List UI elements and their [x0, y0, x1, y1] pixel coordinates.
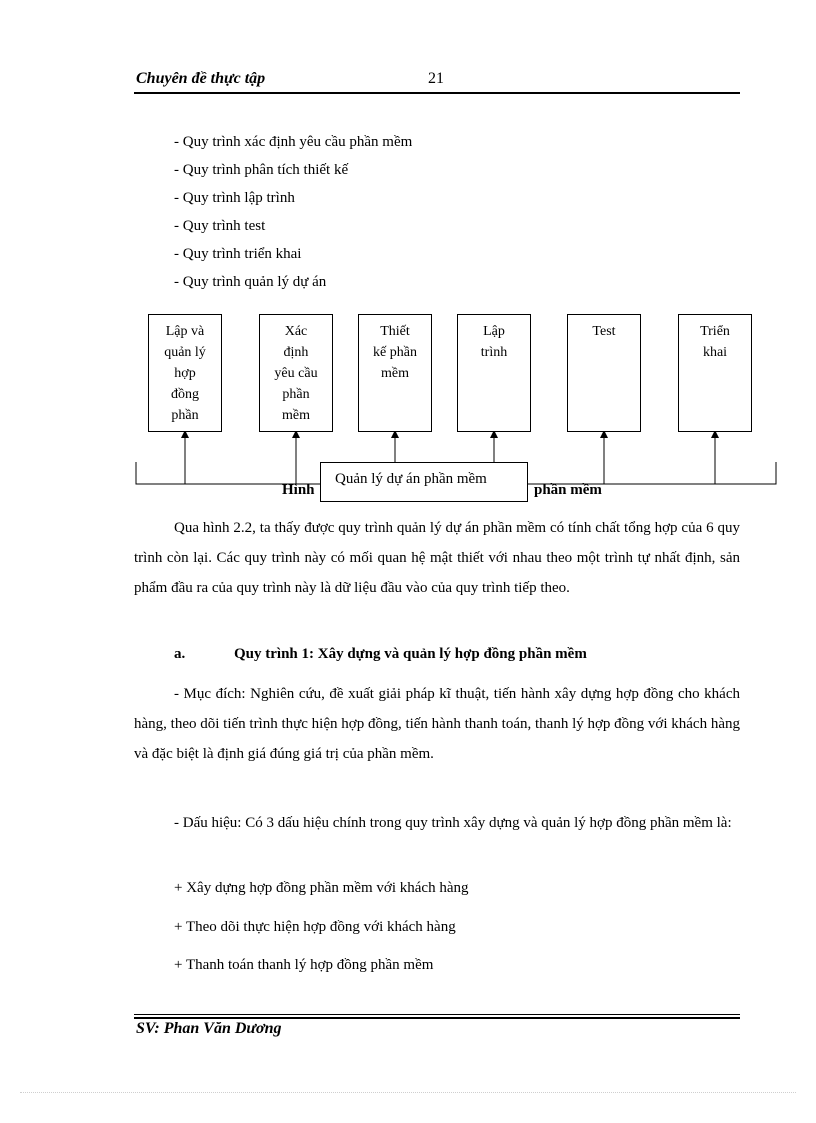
- box-line: hợp: [174, 366, 196, 381]
- bracket-right: [528, 462, 776, 484]
- header-title: Chuyên đề thực tập: [136, 70, 266, 87]
- list-item: - Quy trình test: [174, 218, 266, 234]
- box-line: khai: [702, 345, 728, 360]
- paragraph-signs: - Dấu hiệu: Có 3 dấu hiệu chính trong quy trình xây dựng và quản lý hợp đồng phần mềm là:: [174, 815, 732, 831]
- list-item: - Quy trình lập trình: [174, 190, 295, 206]
- paragraph-figure-explanation: Qua hình 2.2, ta thấy được quy trình quản lý dự án phần mềm có tính chất tổng hợp của 6 quy trình còn lại. Các quy trình này có mối quan hệ mật thiết với nhau theo một trình tự nhất định, sản phẩm đầu ra của quy trình này là dữ liệu đầu vào của quy trình tiếp theo.: [134, 520, 740, 596]
- section-title: Quy trình 1: Xây dựng và quản lý hợp đồng phần mềm: [234, 646, 587, 662]
- process-box-contract: [148, 314, 222, 432]
- box-line: Test: [592, 324, 616, 339]
- process-box-test: [567, 314, 641, 432]
- footer-rule-thick: [134, 1017, 740, 1019]
- box-line: mềm: [381, 366, 409, 381]
- process-diagram-connectors: [0, 0, 816, 520]
- process-box-requirements: [259, 314, 333, 432]
- process-box-deploy: [678, 314, 752, 432]
- list-item: - Quy trình xác định yêu cầu phần mềm: [174, 134, 413, 150]
- box-line: Xác: [284, 324, 308, 339]
- box-line: Lập: [483, 324, 505, 339]
- figure-caption-left: Hình: [282, 482, 315, 498]
- sign-item: + Xây dựng hợp đồng phần mềm với khách hàng: [174, 880, 469, 896]
- list-item: - Quy trình phân tích thiết kế: [174, 162, 349, 178]
- page-bottom-dotted-line: [20, 1092, 796, 1093]
- page-number: 21: [428, 70, 444, 87]
- footer-rule: [134, 1014, 740, 1015]
- paragraph-purpose: - Mục đích: Nghiên cứu, đề xuất giải pháp kĩ thuật, tiến hành xây dựng hợp đồng cho khách hàng, theo dõi tiến trình thực hiện hợp đồng, tiến hành thanh toán, thanh lý hợp đồng với khách hàng và đặc biệt là định giá đúng giá trị của phần mềm.: [134, 686, 740, 762]
- box-line: định: [283, 345, 309, 360]
- list-item: - Quy trình quản lý dự án: [174, 274, 327, 290]
- process-box-programming: [457, 314, 531, 432]
- box-line: Triển: [700, 324, 730, 339]
- process-box-design: [358, 314, 432, 432]
- box-line: phần: [171, 408, 199, 423]
- box-line: yêu cầu: [274, 366, 318, 381]
- list-item: - Quy trình triển khai: [174, 246, 302, 262]
- section-label: a.: [174, 646, 186, 662]
- box-line: Thiết: [380, 324, 410, 339]
- box-line: kế phần: [373, 345, 417, 360]
- box-line: mềm: [282, 408, 310, 423]
- box-line: Lập và: [165, 324, 205, 339]
- footer-student-name: SV: Phan Văn Dương: [136, 1020, 282, 1037]
- bracket-left: [136, 462, 320, 484]
- box-line: phần: [282, 387, 310, 402]
- box-line: đồng: [171, 387, 199, 402]
- project-management-box: Quản lý dự án phần mềm: [320, 462, 528, 502]
- figure-caption-right: phần mềm: [534, 482, 602, 498]
- box-line: trình: [480, 345, 508, 360]
- sign-item: + Thanh toán thanh lý hợp đồng phần mềm: [174, 957, 434, 973]
- sign-item: + Theo dõi thực hiện hợp đồng với khách hàng: [174, 919, 456, 935]
- box-line: quản lý: [164, 345, 206, 360]
